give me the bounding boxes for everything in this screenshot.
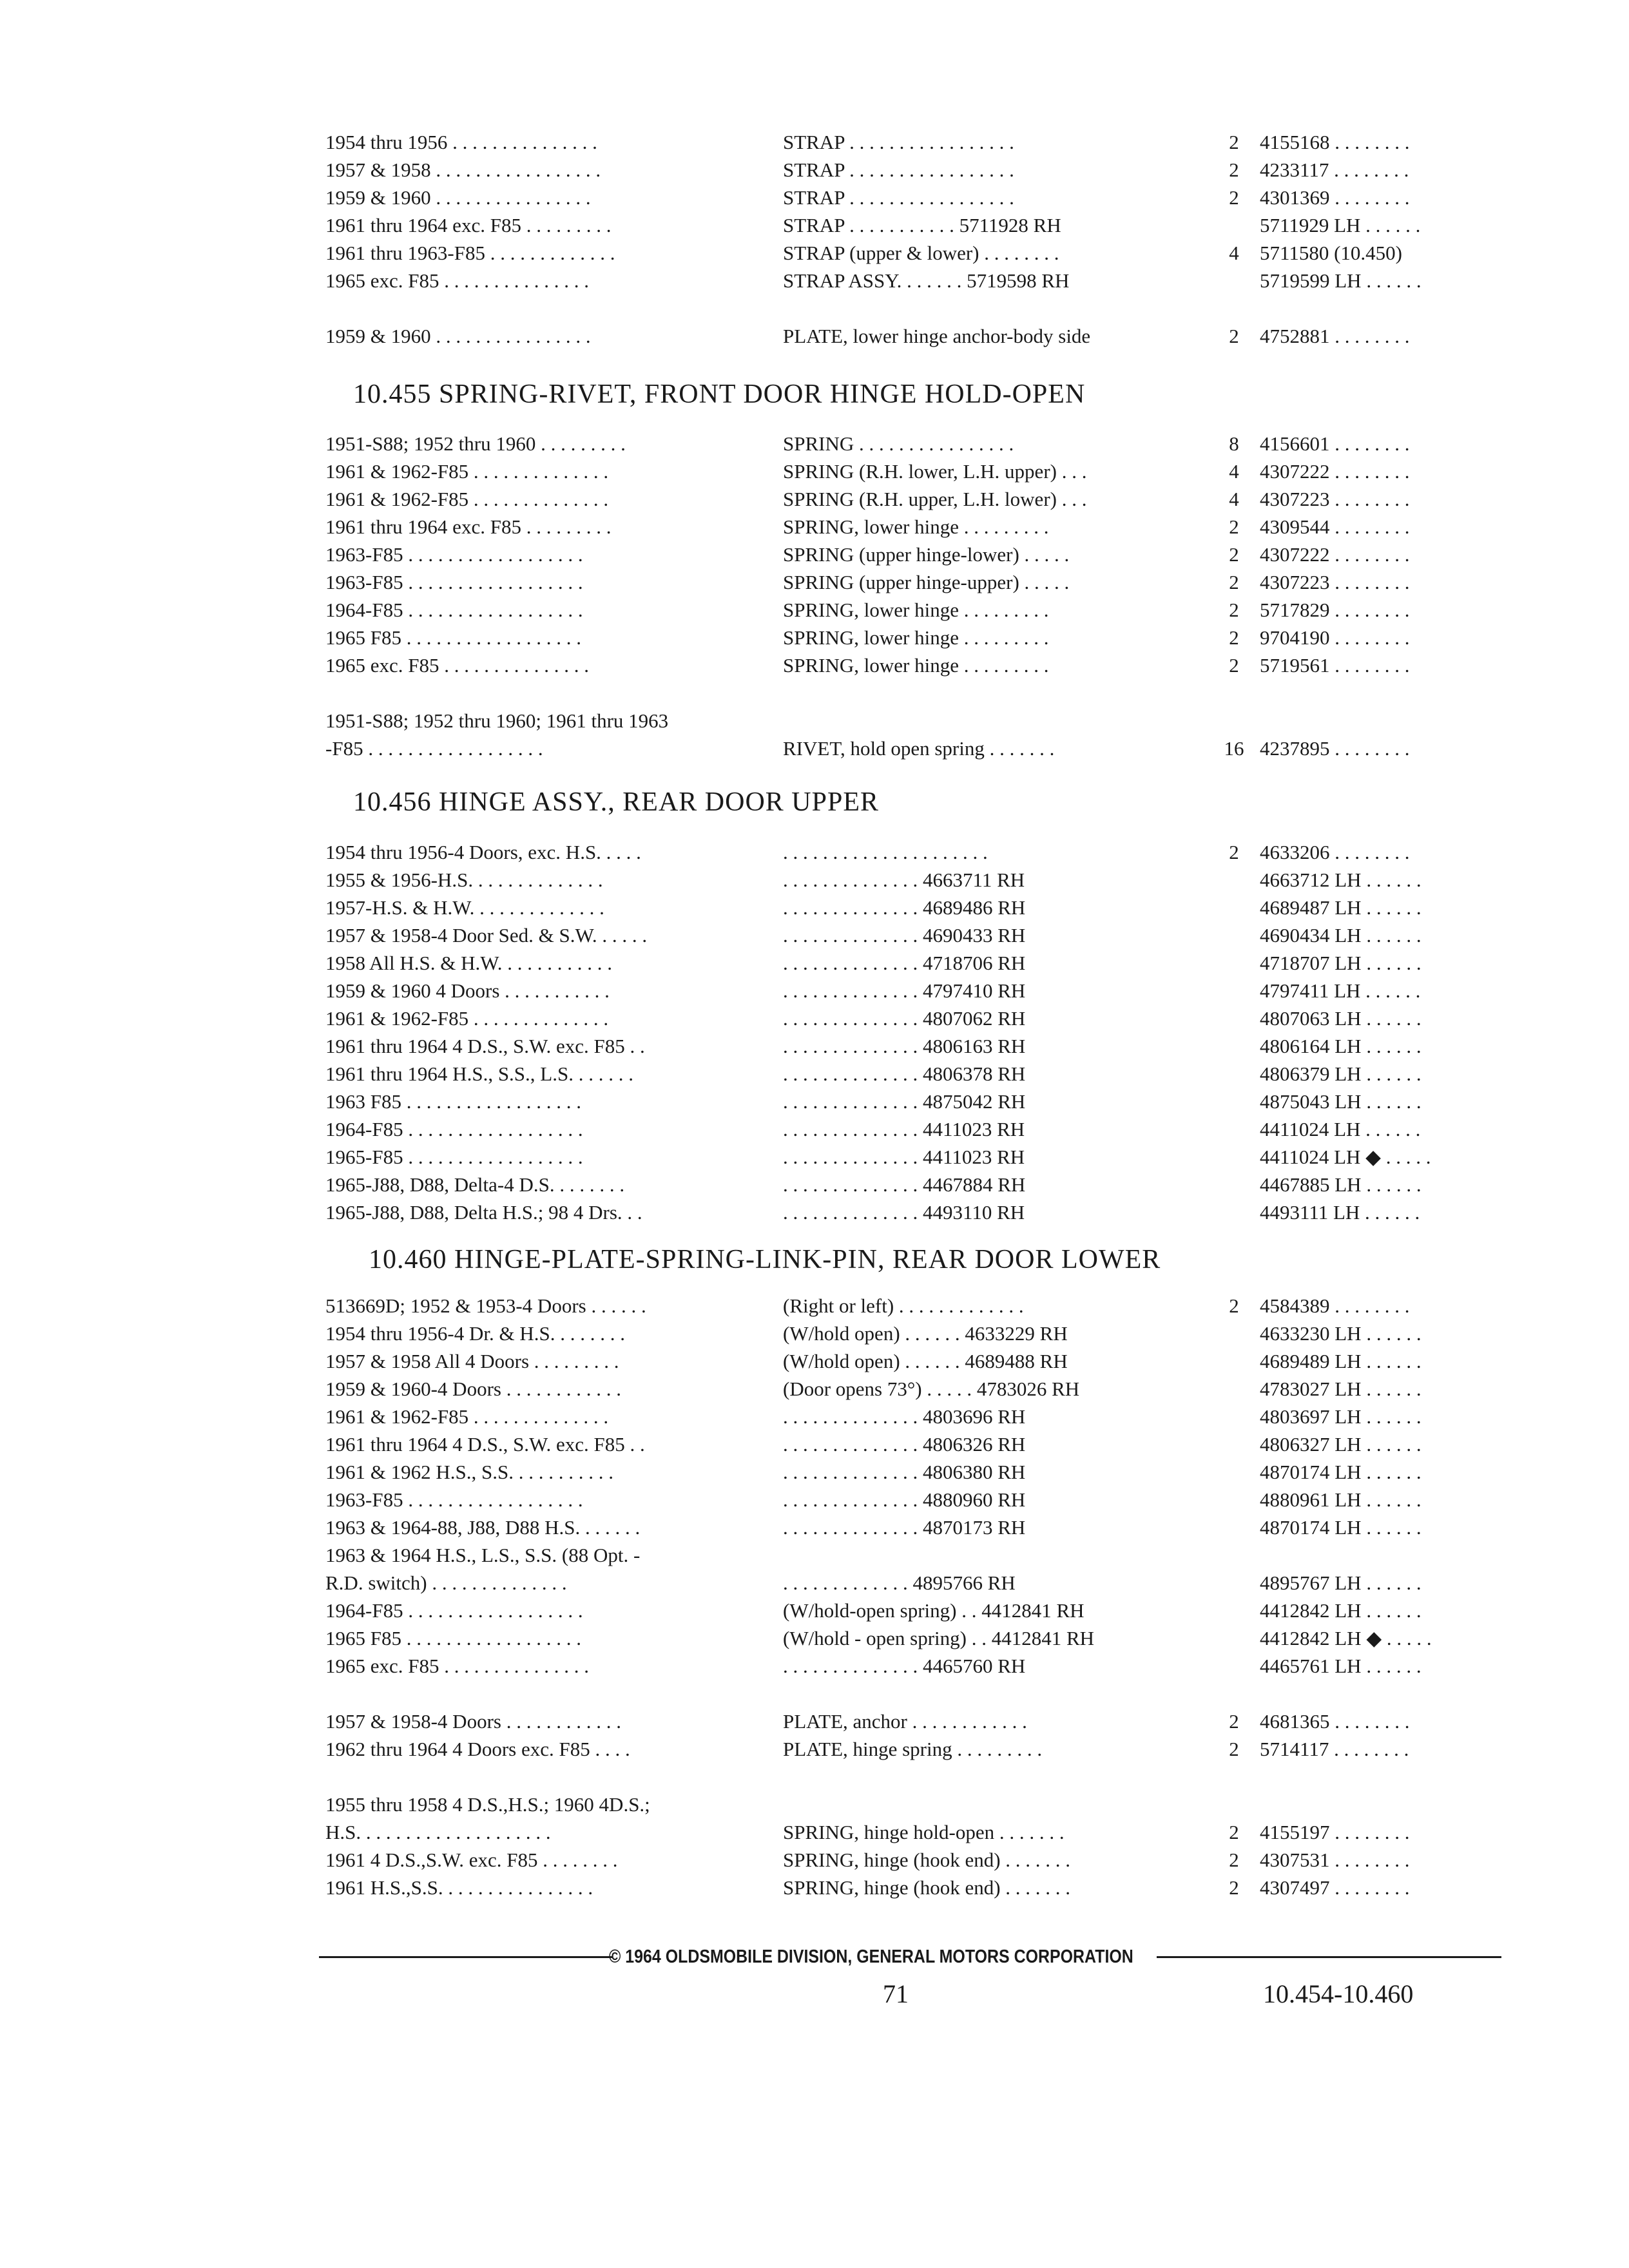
table-row (325, 129, 1498, 156)
applicable-years: 1965 F85 . . . . . . . . . . . . . . . . . . (325, 626, 581, 649)
part-number: 4663712 LH . . . . . . (1260, 869, 1422, 891)
part-number: 4806327 LH . . . . . . (1260, 1433, 1422, 1456)
applicable-years: 1959 & 1960 . . . . . . . . . . . . . . . . (325, 186, 591, 209)
applicable-years: 1963 & 1964 H.S., L.S., S.S. (88 Opt. - (325, 1544, 641, 1566)
table-row (325, 1033, 1498, 1060)
applicable-years: H.S. . . . . . . . . . . . . . . . . . . . (325, 1821, 551, 1843)
part-number: 4155168 . . . . . . . . (1260, 131, 1410, 153)
quantity: 2 (1229, 626, 1239, 649)
part-number: 4301369 . . . . . . . . (1260, 186, 1410, 209)
applicable-years: 1959 & 1960 . . . . . . . . . . . . . . . . (325, 325, 591, 347)
part-number: 4718707 LH . . . . . . (1260, 952, 1422, 974)
quantity: 2 (1229, 654, 1239, 677)
applicable-years: 1954 thru 1956-4 Doors, exc. H.S. . . . . (325, 841, 641, 863)
part-description: STRAP . . . . . . . . . . . . . . . . . (783, 159, 1014, 181)
part-number: 4803697 LH . . . . . . (1260, 1405, 1422, 1428)
part-number: 4752881 . . . . . . . . (1260, 325, 1410, 347)
table-row (325, 707, 1498, 735)
table-row (325, 680, 1498, 707)
part-description: SPRING (upper hinge-lower) . . . . . (783, 543, 1070, 566)
applicable-years: 1958 All H.S. & H.W. . . . . . . . . . . . (325, 952, 612, 974)
table-row (325, 212, 1498, 239)
applicable-years: 1954 thru 1956 . . . . . . . . . . . . . . . (325, 131, 597, 153)
part-description: . . . . . . . . . . . . . . 4807062 RH (783, 1007, 1026, 1030)
applicable-years: 1961 H.S.,S.S. . . . . . . . . . . . . . . . (325, 1876, 593, 1899)
quantity: 2 (1229, 571, 1239, 593)
applicable-years: 1962 thru 1964 4 Doors exc. F85 . . . . (325, 1738, 630, 1760)
applicable-years: 1961 & 1962 H.S., S.S. . . . . . . . . . . (325, 1461, 613, 1483)
applicable-years: 1959 & 1960-4 Doors . . . . . . . . . . . . (325, 1378, 621, 1400)
part-number: 4584389 . . . . . . . . (1260, 1294, 1410, 1317)
part-description: . . . . . . . . . . . . . . 4493110 RH (783, 1201, 1025, 1224)
table-row (325, 867, 1498, 894)
part-description: SPRING, lower hinge . . . . . . . . . (783, 654, 1049, 677)
table-row (325, 950, 1498, 977)
part-number: 4233117 . . . . . . . . (1260, 159, 1409, 181)
applicable-years: 1965-F85 . . . . . . . . . . . . . . . . . . (325, 1146, 583, 1168)
quantity: 2 (1229, 159, 1239, 181)
part-description: STRAP ASSY. . . . . . . 5719598 RH (783, 269, 1070, 292)
part-number: 4307223 . . . . . . . . (1260, 488, 1410, 510)
applicable-years: 1961 4 D.S.,S.W. exc. F85 . . . . . . . . (325, 1849, 618, 1871)
table-row (325, 323, 1498, 350)
part-description: STRAP . . . . . . . . . . . . . . . . . (783, 131, 1014, 153)
applicable-years: 1959 & 1960 4 Doors . . . . . . . . . . . (325, 979, 610, 1002)
part-number: 4807063 LH . . . . . . (1260, 1007, 1422, 1030)
applicable-years: 1965 F85 . . . . . . . . . . . . . . . . . . (325, 1627, 581, 1649)
part-description: . . . . . . . . . . . . . . 4690433 RH (783, 924, 1026, 947)
quantity: 16 (1224, 737, 1244, 760)
part-description: PLATE, anchor . . . . . . . . . . . . (783, 1710, 1027, 1733)
part-description: . . . . . . . . . . . . . . 4880960 RH (783, 1488, 1026, 1511)
applicable-years: 1965-J88, D88, Delta H.S.; 98 4 Drs. . . (325, 1201, 642, 1224)
quantity: 2 (1229, 186, 1239, 209)
table-row (325, 1199, 1498, 1226)
part-description: SPRING . . . . . . . . . . . . . . . . (783, 432, 1014, 455)
part-number: 5711580 (10.450) (1260, 242, 1402, 264)
applicable-years: 1961 thru 1964 4 D.S., S.W. exc. F85 . . (325, 1035, 645, 1057)
table-row (325, 1293, 1498, 1320)
table-row (325, 240, 1498, 267)
quantity: 8 (1229, 432, 1239, 455)
applicable-years: 1951-S88; 1952 thru 1960 . . . . . . . . . (325, 432, 626, 455)
applicable-years: 1961 & 1962-F85 . . . . . . . . . . . . . . (325, 1007, 609, 1030)
applicable-years: 1963 & 1964-88, J88, D88 H.S. . . . . . . (325, 1516, 641, 1539)
applicable-years: 1963 F85 . . . . . . . . . . . . . . . . . . (325, 1090, 581, 1113)
part-number: 4895767 LH . . . . . . (1260, 1571, 1422, 1594)
quantity: 2 (1229, 1294, 1239, 1317)
table-row (325, 1403, 1498, 1430)
table-row (325, 1625, 1498, 1652)
section-heading: 10.456 HINGE ASSY., REAR DOOR UPPER (353, 787, 880, 817)
table-row (325, 1570, 1498, 1597)
part-description: . . . . . . . . . . . . . . 4663711 RH (783, 869, 1025, 891)
part-description: . . . . . . . . . . . . . . 4411023 RH (783, 1118, 1025, 1140)
quantity: 4 (1229, 460, 1239, 483)
quantity: 4 (1229, 488, 1239, 510)
part-description: SPRING (R.H. upper, L.H. lower) . . . (783, 488, 1087, 510)
table-row (325, 1348, 1498, 1375)
quantity: 2 (1229, 599, 1239, 621)
applicable-years: 1964-F85 . . . . . . . . . . . . . . . . . . (325, 599, 583, 621)
part-number: 4633230 LH . . . . . . (1260, 1322, 1422, 1345)
part-description: RIVET, hold open spring . . . . . . . (783, 737, 1055, 760)
part-description: (W/hold - open spring) . . 4412841 RH (783, 1627, 1095, 1649)
part-number: 4307223 . . . . . . . . (1260, 571, 1410, 593)
section-range: 10.454-10.460 (1263, 1979, 1414, 2008)
part-description: . . . . . . . . . . . . . . 4870173 RH (783, 1516, 1026, 1539)
table-row (325, 569, 1498, 596)
applicable-years: 1957 & 1958 . . . . . . . . . . . . . . . . . (325, 159, 601, 181)
table-row (325, 1486, 1498, 1514)
part-description: SPRING, hinge (hook end) . . . . . . . (783, 1876, 1071, 1899)
part-description: . . . . . . . . . . . . . . 4689486 RH (783, 896, 1026, 919)
part-description: . . . . . . . . . . . . . . 4875042 RH (783, 1090, 1026, 1113)
part-number: 4465761 LH . . . . . . (1260, 1655, 1422, 1677)
part-number: 4689489 LH . . . . . . (1260, 1350, 1422, 1372)
part-description: (Right or left) . . . . . . . . . . . . . (783, 1294, 1024, 1317)
table-row (325, 1171, 1498, 1198)
part-number: 4307222 . . . . . . . . (1260, 543, 1410, 566)
page-number: 71 (883, 1979, 909, 2008)
quantity: 2 (1229, 841, 1239, 863)
table-row (325, 1431, 1498, 1458)
applicable-years: 1961 & 1962-F85 . . . . . . . . . . . . . . (325, 460, 609, 483)
quantity: 2 (1229, 1849, 1239, 1871)
part-number: 5719599 LH . . . . . . (1260, 269, 1422, 292)
part-description: SPRING, lower hinge . . . . . . . . . (783, 515, 1049, 538)
part-description: (W/hold open) . . . . . . 4689488 RH (783, 1350, 1068, 1372)
table-row (325, 1736, 1498, 1763)
part-description: . . . . . . . . . . . . . . 4467884 RH (783, 1173, 1026, 1196)
table-row (325, 1680, 1498, 1707)
table-row (325, 735, 1498, 762)
applicable-years: 1957 & 1958-4 Doors . . . . . . . . . . . . (325, 1710, 621, 1733)
part-number: 4806164 LH . . . . . . (1260, 1035, 1422, 1057)
quantity: 2 (1229, 1738, 1239, 1760)
part-description: SPRING (R.H. lower, L.H. upper) . . . (783, 460, 1087, 483)
part-number: 4237895 . . . . . . . . (1260, 737, 1410, 760)
table-row (325, 184, 1498, 211)
applicable-years: 1951-S88; 1952 thru 1960; 1961 thru 1963 (325, 709, 669, 732)
table-row (325, 1459, 1498, 1486)
table-row (325, 1514, 1498, 1541)
table-row (325, 1791, 1498, 1818)
part-number: 5714117 . . . . . . . . (1260, 1738, 1409, 1760)
applicable-years: 1963-F85 . . . . . . . . . . . . . . . . . . (325, 1488, 583, 1511)
part-number: 4783027 LH . . . . . . (1260, 1378, 1422, 1400)
applicable-years: 1957 & 1958-4 Door Sed. & S.W. . . . . . (325, 924, 648, 947)
table-row (325, 1847, 1498, 1874)
part-description: . . . . . . . . . . . . . . 4806378 RH (783, 1062, 1026, 1085)
part-description: STRAP (upper & lower) . . . . . . . . (783, 242, 1059, 264)
copyright-line: © 1964 OLDSMOBILE DIVISION, GENERAL MOTORS CORPORATION (609, 1946, 1133, 1967)
applicable-years: 1957 & 1958 All 4 Doors . . . . . . . . . (325, 1350, 619, 1372)
table-row (325, 1597, 1498, 1624)
part-number: 5717829 . . . . . . . . (1260, 599, 1410, 621)
applicable-years: 1955 thru 1958 4 D.S.,H.S.; 1960 4D.S.; (325, 1793, 650, 1816)
table-row (325, 157, 1498, 184)
part-number: 4307497 . . . . . . . . (1260, 1876, 1410, 1899)
part-description: . . . . . . . . . . . . . . 4806163 RH (783, 1035, 1026, 1057)
applicable-years: 1963-F85 . . . . . . . . . . . . . . . . . . (325, 571, 583, 593)
part-number: 4155197 . . . . . . . . (1260, 1821, 1410, 1843)
part-number: 4412842 LH . . . . . . (1260, 1599, 1422, 1622)
part-number: 4633206 . . . . . . . . (1260, 841, 1410, 863)
part-description: . . . . . . . . . . . . . . 4806380 RH (783, 1461, 1026, 1483)
table-row (325, 1819, 1498, 1846)
part-number: 4309544 . . . . . . . . (1260, 515, 1410, 538)
part-description: STRAP . . . . . . . . . . . . . . . . . (783, 186, 1014, 209)
part-description: . . . . . . . . . . . . . . 4806326 RH (783, 1433, 1026, 1456)
applicable-years: 1964-F85 . . . . . . . . . . . . . . . . . . (325, 1118, 583, 1140)
part-number: 4681365 . . . . . . . . (1260, 1710, 1410, 1733)
table-row (325, 894, 1498, 921)
applicable-years: 1965 exc. F85 . . . . . . . . . . . . . . . (325, 269, 590, 292)
part-number: 4412842 LH ◆ . . . . . (1260, 1627, 1432, 1649)
part-number: 5711929 LH . . . . . . (1260, 214, 1421, 236)
table-row (325, 839, 1498, 866)
part-number: 9704190 . . . . . . . . (1260, 626, 1410, 649)
part-description: SPRING (upper hinge-upper) . . . . . (783, 571, 1070, 593)
part-number: 4875043 LH . . . . . . (1260, 1090, 1422, 1113)
part-description: SPRING, hinge (hook end) . . . . . . . (783, 1849, 1071, 1871)
table-row (325, 267, 1498, 294)
section-heading: 10.460 HINGE-PLATE-SPRING-LINK-PIN, REAR DOOR LOWER (369, 1245, 1161, 1274)
applicable-years: 1961 thru 1964 H.S., S.S., L.S. . . . . . . (325, 1062, 633, 1085)
part-number: 4689487 LH . . . . . . (1260, 896, 1422, 919)
table-row (325, 977, 1498, 1004)
applicable-years: 1965 exc. F85 . . . . . . . . . . . . . . . (325, 1655, 590, 1677)
table-row (325, 1376, 1498, 1403)
applicable-years: 1961 thru 1964 exc. F85 . . . . . . . . . (325, 515, 612, 538)
quantity: 2 (1229, 1876, 1239, 1899)
part-number: 4307531 . . . . . . . . (1260, 1849, 1410, 1871)
part-description: SPRING, lower hinge . . . . . . . . . (783, 626, 1049, 649)
part-number: 4307222 . . . . . . . . (1260, 460, 1410, 483)
table-row (325, 1874, 1498, 1901)
table-row (325, 652, 1498, 679)
applicable-years: R.D. switch) . . . . . . . . . . . . . . (325, 1571, 567, 1594)
applicable-years: 1957-H.S. & H.W. . . . . . . . . . . . . . (325, 896, 604, 919)
part-description: . . . . . . . . . . . . . . 4411023 RH (783, 1146, 1025, 1168)
applicable-years: 1965 exc. F85 . . . . . . . . . . . . . . . (325, 654, 590, 677)
table-row (325, 1763, 1498, 1791)
part-description: SPRING, hinge hold-open . . . . . . . (783, 1821, 1065, 1843)
table-row (325, 1320, 1498, 1347)
quantity: 2 (1229, 543, 1239, 566)
part-number: 4797411 LH . . . . . . (1260, 979, 1421, 1002)
quantity: 2 (1229, 1710, 1239, 1733)
part-description: PLATE, hinge spring . . . . . . . . . (783, 1738, 1043, 1760)
part-number: 4870174 LH . . . . . . (1260, 1516, 1422, 1539)
part-description: . . . . . . . . . . . . . 4895766 RH (783, 1571, 1016, 1594)
table-row (325, 1116, 1498, 1143)
table-row (325, 458, 1498, 485)
table-row (325, 1088, 1498, 1115)
part-description: (W/hold open) . . . . . . 4633229 RH (783, 1322, 1068, 1345)
table-row (325, 597, 1498, 624)
quantity: 2 (1229, 1821, 1239, 1843)
part-number: 4156601 . . . . . . . . (1260, 432, 1410, 455)
table-row (325, 486, 1498, 513)
table-row (325, 1653, 1498, 1680)
part-number: 4880961 LH . . . . . . (1260, 1488, 1422, 1511)
applicable-years: 1965-J88, D88, Delta-4 D.S. . . . . . . . (325, 1173, 625, 1196)
section-heading: 10.455 SPRING-RIVET, FRONT DOOR HINGE HOLD-OPEN (353, 380, 1086, 409)
table-row (325, 1005, 1498, 1032)
part-number: 4870174 LH . . . . . . (1260, 1461, 1422, 1483)
part-description: (W/hold-open spring) . . 4412841 RH (783, 1599, 1084, 1622)
part-description: SPRING, lower hinge . . . . . . . . . (783, 599, 1049, 621)
applicable-years: 1961 thru 1964 4 D.S., S.W. exc. F85 . . (325, 1433, 645, 1456)
applicable-years: 1961 thru 1963-F85 . . . . . . . . . . . . . (325, 242, 615, 264)
applicable-years: 1964-F85 . . . . . . . . . . . . . . . . . . (325, 1599, 583, 1622)
table-row (325, 1144, 1498, 1171)
table-row (325, 514, 1498, 541)
part-number: 4806379 LH . . . . . . (1260, 1062, 1422, 1085)
part-number: 4690434 LH . . . . . . (1260, 924, 1422, 947)
applicable-years: 1961 thru 1964 exc. F85 . . . . . . . . . (325, 214, 612, 236)
part-description: PLATE, lower hinge anchor-body side (783, 325, 1091, 347)
table-row (325, 1061, 1498, 1088)
quantity: 4 (1229, 242, 1239, 264)
applicable-years: 1961 & 1962-F85 . . . . . . . . . . . . . . (325, 1405, 609, 1428)
applicable-years: 1961 & 1962-F85 . . . . . . . . . . . . . . (325, 488, 609, 510)
table-row (325, 295, 1498, 322)
part-number: 4411024 LH ◆ . . . . . (1260, 1146, 1431, 1168)
part-description: . . . . . . . . . . . . . . . . . . . . . (783, 841, 988, 863)
part-number: 4493111 LH . . . . . . (1260, 1201, 1420, 1224)
part-description: . . . . . . . . . . . . . . 4465760 RH (783, 1655, 1026, 1677)
table-row (325, 541, 1498, 568)
applicable-years: 513669D; 1952 & 1953-4 Doors . . . . . . (325, 1294, 646, 1317)
part-description: . . . . . . . . . . . . . . 4803696 RH (783, 1405, 1026, 1428)
quantity: 2 (1229, 131, 1239, 153)
applicable-years: -F85 . . . . . . . . . . . . . . . . . . (325, 737, 543, 760)
applicable-years: 1963-F85 . . . . . . . . . . . . . . . . . . (325, 543, 583, 566)
footer-rule-left (319, 1956, 612, 1958)
part-number: 4411024 LH . . . . . . (1260, 1118, 1421, 1140)
part-description: . . . . . . . . . . . . . . 4718706 RH (783, 952, 1026, 974)
quantity: 2 (1229, 515, 1239, 538)
footer-rule-right (1157, 1956, 1501, 1958)
table-row (325, 624, 1498, 651)
part-number: 4467885 LH . . . . . . (1260, 1173, 1422, 1196)
table-row (325, 922, 1498, 949)
part-description: STRAP . . . . . . . . . . . 5711928 RH (783, 214, 1061, 236)
applicable-years: 1955 & 1956-H.S. . . . . . . . . . . . . . (325, 869, 603, 891)
table-row (325, 430, 1498, 457)
quantity: 2 (1229, 325, 1239, 347)
part-number: 5719561 . . . . . . . . (1260, 654, 1410, 677)
applicable-years: 1954 thru 1956-4 Dr. & H.S. . . . . . . . (325, 1322, 625, 1345)
table-row (325, 1542, 1498, 1569)
table-row (325, 1708, 1498, 1735)
part-description: (Door opens 73°) . . . . . 4783026 RH (783, 1378, 1080, 1400)
part-description: . . . . . . . . . . . . . . 4797410 RH (783, 979, 1026, 1002)
